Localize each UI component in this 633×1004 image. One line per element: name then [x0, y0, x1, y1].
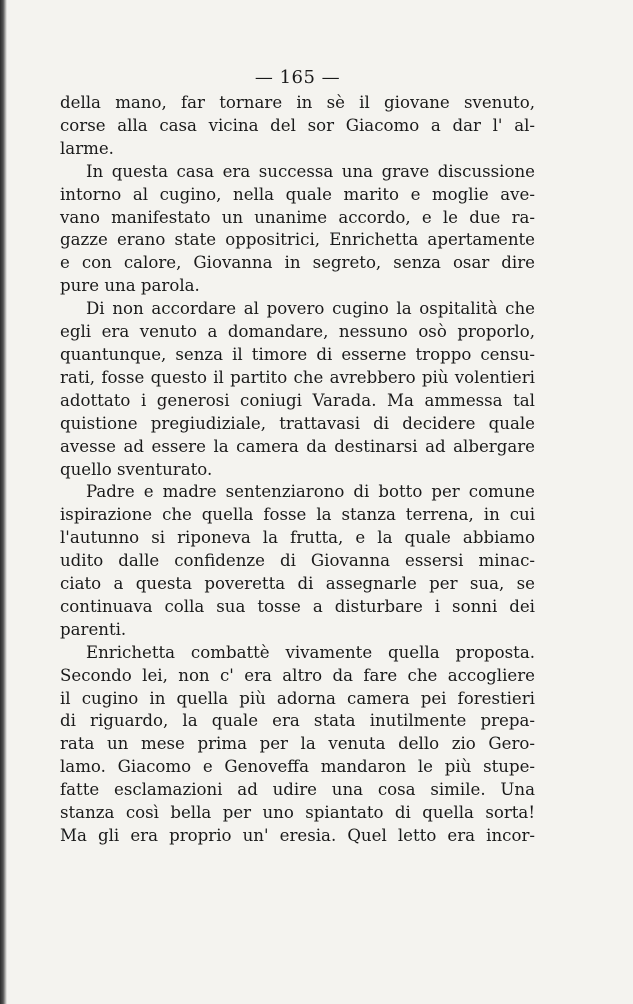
- text-line: In questa casa era successa una grave discussione: [86, 161, 535, 181]
- paragraph-4: [60, 481, 535, 641]
- text-line: il cugino in quella più adorna camera pei forestieri: [60, 688, 535, 708]
- text-line: vano manifestato un unanime accordo, e le due ra-: [60, 207, 535, 227]
- text-line: fatte esclamazioni ad udire una cosa simile. Una: [60, 780, 535, 800]
- text-line: egli era venuto a domandare, nessuno osò proporlo,: [60, 322, 535, 342]
- text-line: Padre e madre sentenziarono di botto per comune: [86, 482, 535, 502]
- text-line: Ma gli era proprio un' eresia. Quel letto era incor-: [60, 826, 535, 845]
- text-line: quistione pregiudiziale, trattavasi di decidere quale: [60, 413, 535, 433]
- page-edge-shadow: [0, 0, 7, 1004]
- text-line: Enrichetta combattè vivamente quella proposta.: [86, 642, 535, 662]
- text-line: l'autunno si riponeva la frutta, e la quale abbiamo: [60, 528, 535, 548]
- text-line: Di non accordare al povero cugino la ospitalità che: [86, 299, 535, 319]
- text-line: della mano, far tornare in sè il giovane svenuto,: [60, 93, 535, 112]
- text-line: larme.: [60, 138, 114, 158]
- text-line: parenti.: [60, 619, 127, 639]
- paragraph-1: [60, 92, 535, 161]
- text-line: intorno al cugino, nella quale marito e moglie ave-: [60, 184, 535, 204]
- text-line: gazze erano state oppositrici, Enrichetta apertamente: [60, 230, 535, 250]
- book-page: [60, 66, 535, 848]
- text-line: lamo. Giacomo e Genoveffa mandaron le più stupe-: [60, 757, 535, 777]
- text-line: Secondo lei, non c' era altro da fare che accogliere: [60, 665, 535, 685]
- text-line: corse alla casa vicina del sor Giacomo a dar l' al-: [60, 115, 535, 135]
- text-line: di riguardo, la quale era stata inutilmente prepa-: [60, 711, 535, 731]
- text-line: e con calore, Giovanna in segreto, senza osar dire: [60, 253, 535, 273]
- text-line: pure una parola.: [60, 276, 200, 296]
- text-line: ciato a questa poveretta di assegnarle per sua, se: [60, 574, 535, 594]
- text-line: quello sventurato.: [60, 459, 213, 479]
- text-line: rati, fosse questo il partito che avrebbero più volentieri: [60, 367, 535, 387]
- text-line: rata un mese prima per la venuta dello zio Gero-: [60, 734, 535, 754]
- page-number: — 165 —: [254, 67, 341, 88]
- paragraph-2: [60, 161, 535, 298]
- paragraph-5: [60, 642, 535, 848]
- text-line: adottato i generosi coniugi Varada. Ma ammessa tal: [60, 390, 535, 410]
- text-line: stanza così bella per uno spiantato di quella sorta!: [60, 803, 535, 823]
- text-line: avesse ad essere la camera da destinarsi ad albergare: [60, 436, 535, 456]
- text-line: continuava colla sua tosse a disturbare i sonni dei: [60, 596, 535, 616]
- paragraph-3: [60, 298, 535, 481]
- text-line: udito dalle confidenze di Giovanna essersi minac-: [60, 551, 535, 571]
- text-line: ispirazione che quella fosse la stanza terrena, in cui: [60, 505, 535, 525]
- text-line: quantunque, senza il timore di esserne troppo censu-: [60, 344, 535, 364]
